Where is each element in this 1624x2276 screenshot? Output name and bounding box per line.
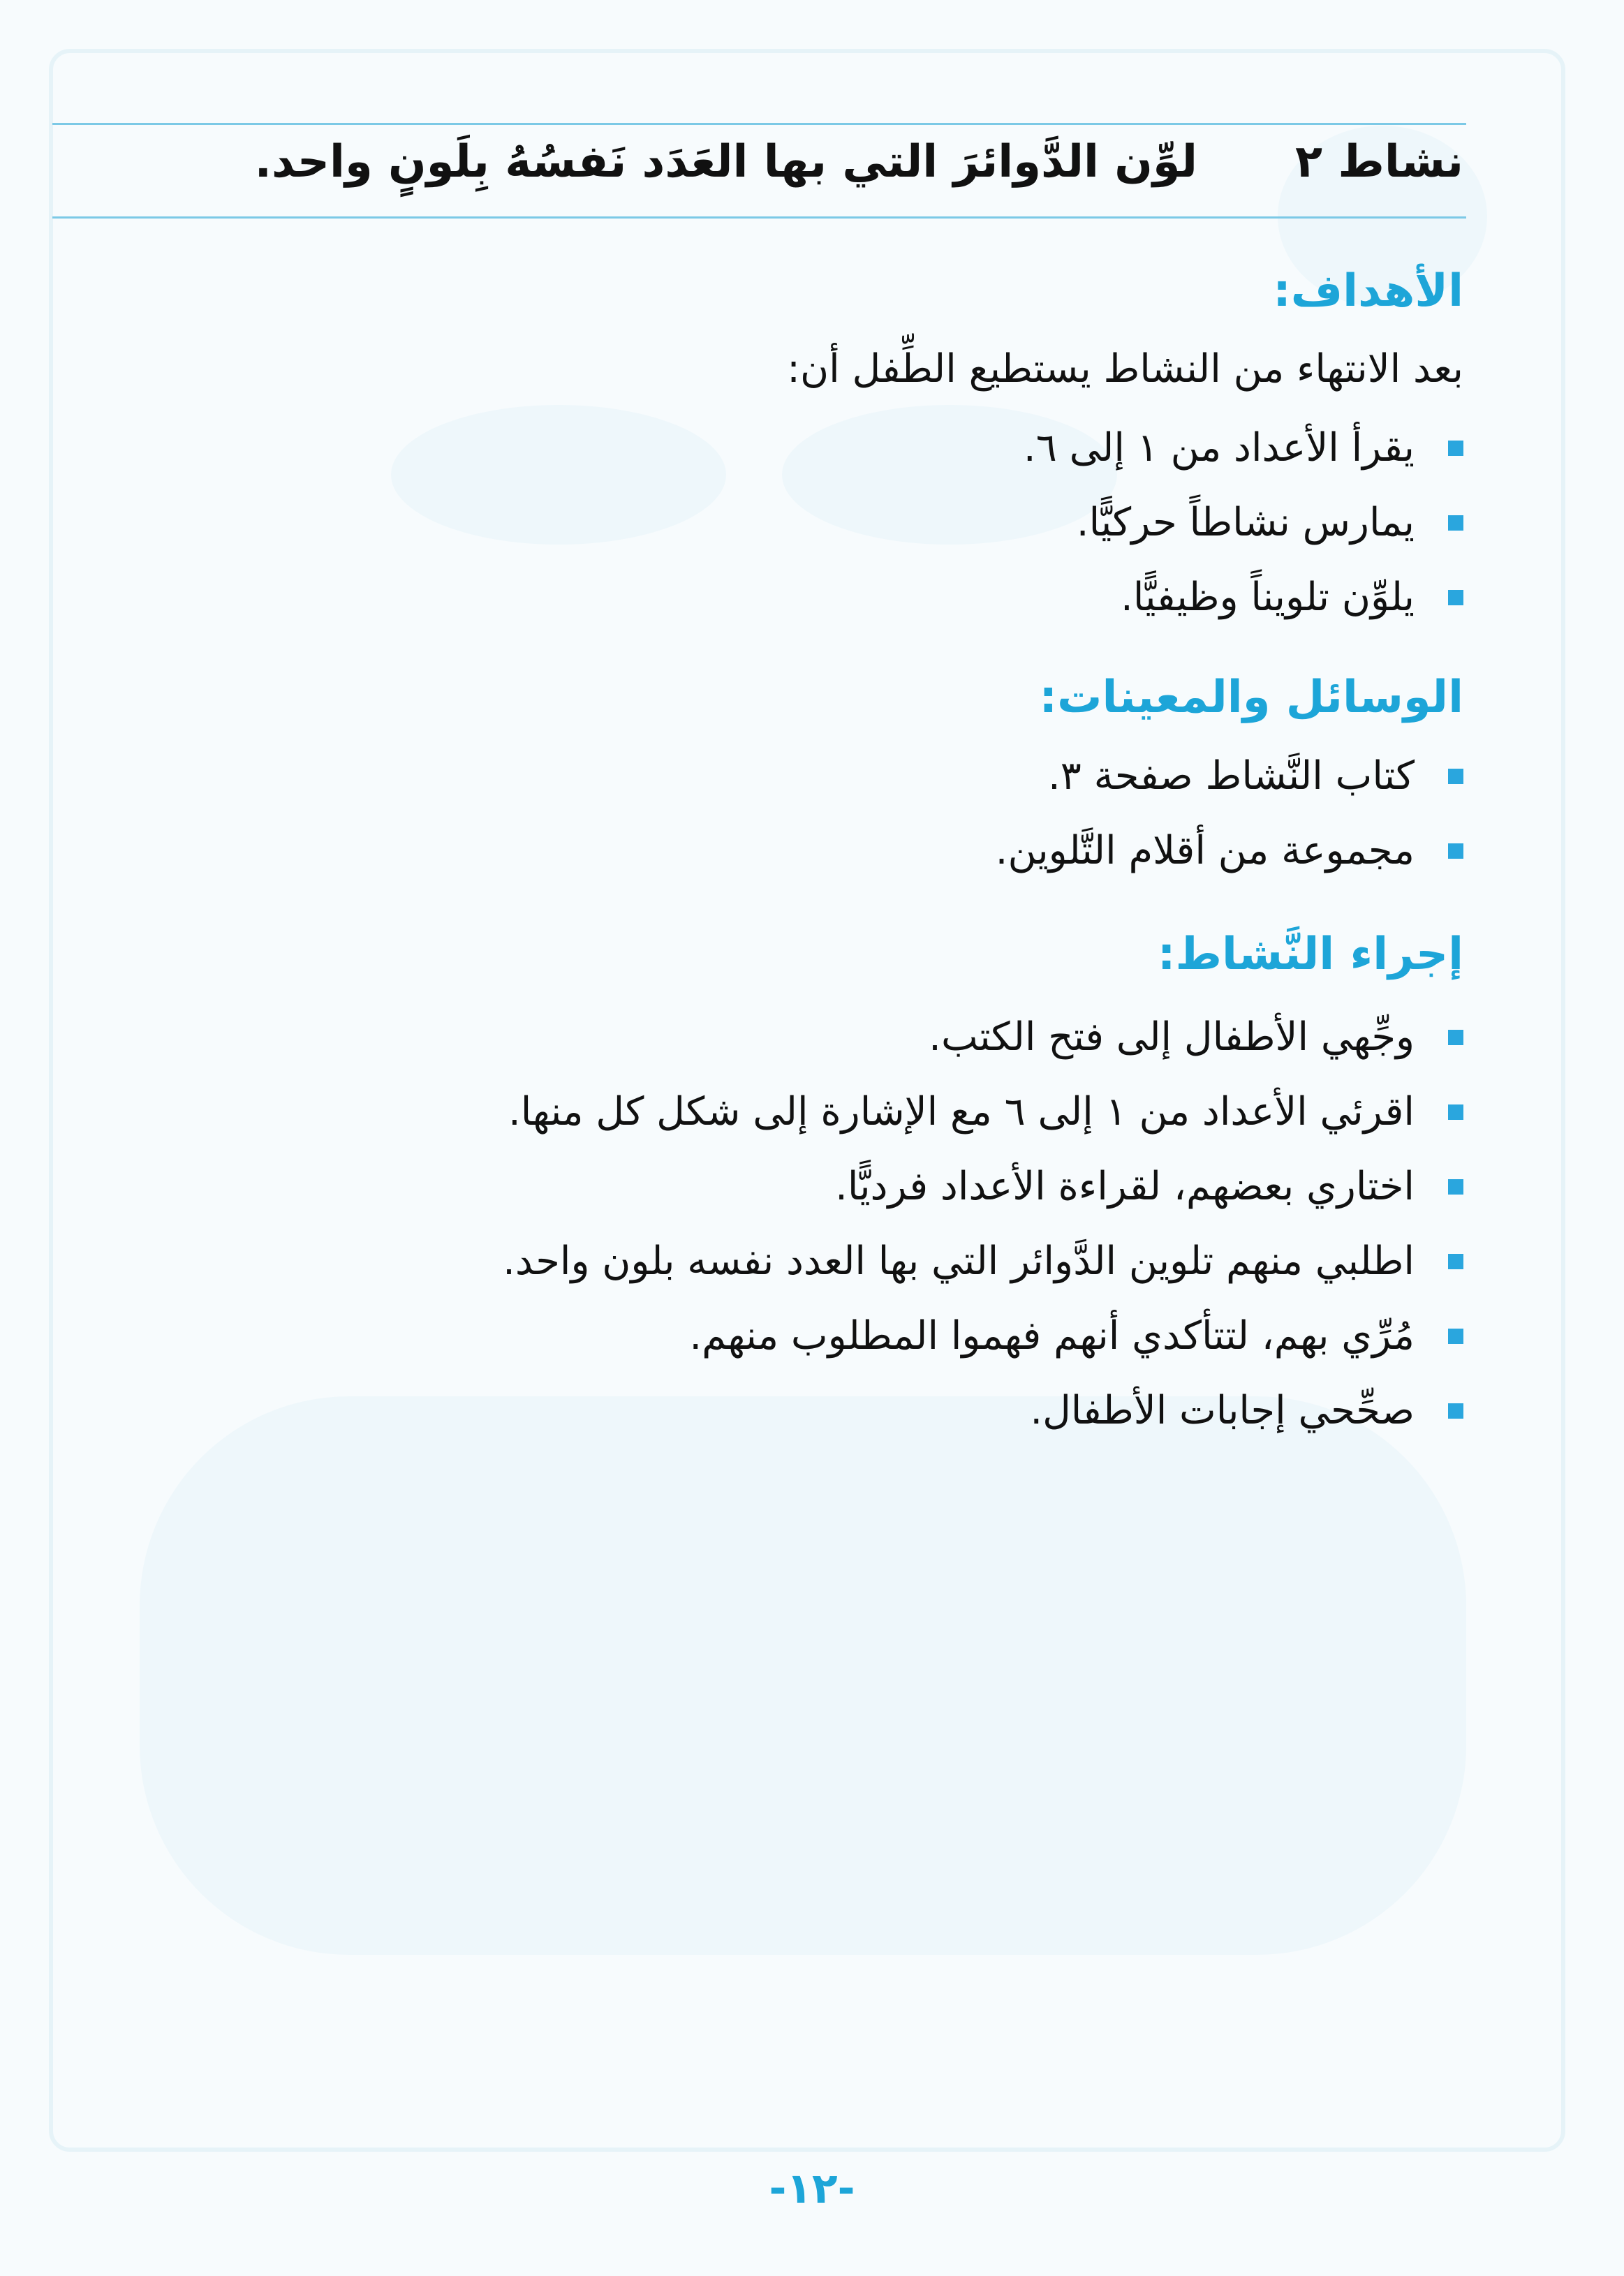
bullet-icon bbox=[1448, 1403, 1463, 1419]
list-item: اختاري بعضهم، لقراءة الأعداد فرديًّا. bbox=[503, 1149, 1463, 1224]
bullet-icon bbox=[1448, 769, 1463, 784]
page-number: -١٢- bbox=[769, 2164, 855, 2213]
header-bottom-rule bbox=[52, 216, 1466, 219]
activity-header bbox=[74, 136, 1463, 188]
bullet-icon bbox=[1448, 441, 1463, 456]
activity-label: نشاط ٢ bbox=[1295, 136, 1463, 188]
activity-instruction: لوِّن الدَّوائرَ التي بها العَدَد نَفسُهُ بِلَونٍ واحد. bbox=[254, 136, 1197, 188]
list-item: يمارس نشاطاً حركيًّا. bbox=[1024, 485, 1463, 560]
list-item: مُرِّي بهم، لتتأكدي أنهم فهموا المطلوب منهم. bbox=[503, 1299, 1463, 1373]
bullet-icon bbox=[1448, 590, 1463, 605]
materials-title: الوسائل والمعينات: bbox=[1039, 672, 1463, 723]
goals-title: الأهداف: bbox=[1273, 265, 1463, 317]
header-top-rule bbox=[52, 123, 1466, 125]
list-item: وجِّهي الأطفال إلى فتح الكتب. bbox=[503, 1000, 1463, 1074]
goals-list bbox=[1024, 411, 1463, 635]
list-item: اطلبي منهم تلوين الدَّوائر التي بها العدد نفسه بلون واحد. bbox=[503, 1224, 1463, 1299]
background-decoration bbox=[140, 1396, 1466, 1955]
list-item: يقرأ الأعداد من ١ إلى ٦. bbox=[1024, 411, 1463, 485]
bullet-icon bbox=[1448, 843, 1463, 859]
bullet-icon bbox=[1448, 1329, 1463, 1344]
list-item: مجموعة من أقلام التَّلوين. bbox=[996, 813, 1463, 888]
bullet-icon bbox=[1448, 515, 1463, 531]
bullet-icon bbox=[1448, 1104, 1463, 1120]
goals-intro: بعد الانتهاء من النشاط يستطيع الطِّفل أن: bbox=[787, 346, 1463, 392]
materials-list bbox=[996, 739, 1463, 888]
procedure-title: إجراء النَّشاط: bbox=[1157, 929, 1463, 980]
bullet-icon bbox=[1448, 1254, 1463, 1269]
bullet-icon bbox=[1448, 1030, 1463, 1045]
list-item: كتاب النَّشاط صفحة ٣. bbox=[996, 739, 1463, 813]
bullet-icon bbox=[1448, 1179, 1463, 1195]
list-item: اقرئي الأعداد من ١ إلى ٦ مع الإشارة إلى شكل كل منها. bbox=[503, 1074, 1463, 1149]
list-item: يلوِّن تلويناً وظيفيًّا. bbox=[1024, 560, 1463, 635]
background-decoration bbox=[391, 405, 726, 545]
list-item: صحِّحي إجابات الأطفال. bbox=[503, 1373, 1463, 1448]
procedure-list bbox=[503, 1000, 1463, 1448]
